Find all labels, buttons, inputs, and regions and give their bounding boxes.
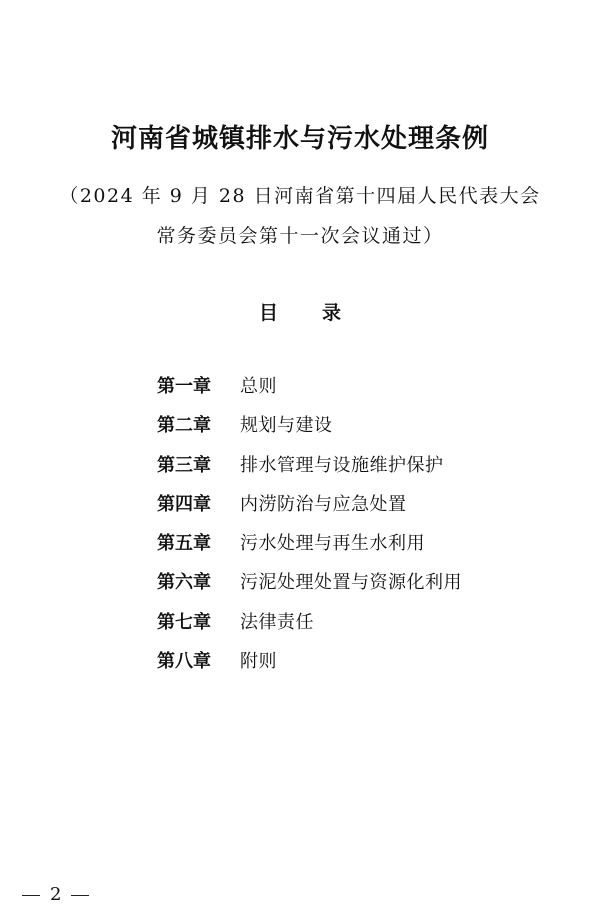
toc-item-chapter-4 [157,490,462,529]
chapter-title: 附则 [240,651,277,673]
toc-item-chapter-2 [157,411,462,450]
toc-item-chapter-3 [157,451,462,490]
chapter-number: 第三章 [157,454,211,476]
toc-heading [0,298,600,325]
chapter-title: 污水处理与再生水利用 [240,533,425,555]
adoption-note-line-1: （2024 年 9 月 28 日河南省第十四届人民代表大会 [59,185,541,207]
toc-item-chapter-5 [157,529,462,568]
chapter-title: 排水管理与设施维护保护 [240,454,444,476]
chapter-number: 第一章 [157,376,211,397]
table-of-contents [157,372,462,686]
page-footer [22,884,89,905]
chapter-title: 规划与建设 [240,415,333,437]
chapter-number: 第四章 [157,493,211,515]
toc-item-chapter-1 [157,372,462,411]
toc-item-chapter-8 [157,647,462,686]
chapter-number: 第五章 [157,533,211,555]
toc-heading-left: 目 [258,302,278,324]
chapter-number: 第七章 [157,611,211,633]
chapter-number: 第二章 [157,415,211,437]
chapter-title: 内涝防治与应急处置 [240,493,407,515]
chapter-number: 第八章 [157,651,211,673]
footer-dash-left [22,895,40,896]
chapter-title: 总则 [240,376,277,397]
chapter-title: 污泥处理处置与资源化利用 [240,572,462,594]
chapter-title: 法律责任 [240,611,314,633]
chapter-number: 第六章 [157,572,211,594]
toc-item-chapter-6 [157,568,462,607]
toc-heading-right: 录 [322,302,342,324]
page-number: 2 [50,884,62,905]
adoption-note-line-2: 常务委员会第十一次会议通过） [156,225,444,247]
toc-item-chapter-7 [157,608,462,647]
document-title: 河南省城镇排水与污水处理条例 [110,124,489,154]
footer-dash-right [71,895,89,896]
